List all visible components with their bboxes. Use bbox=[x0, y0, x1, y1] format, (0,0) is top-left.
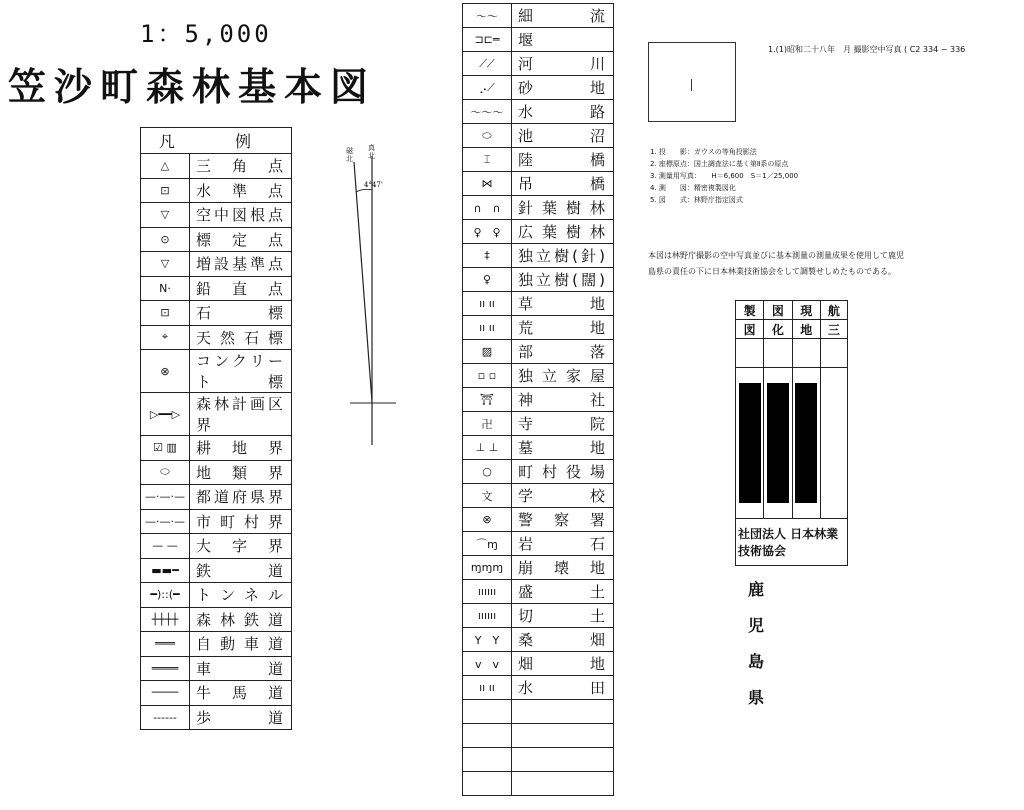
legend-row bbox=[141, 485, 292, 510]
legend-label: 独立樹(針) bbox=[512, 244, 614, 268]
legend-symbol-icon: ════ bbox=[141, 656, 190, 681]
legend-symbol-icon: ○ bbox=[463, 460, 512, 484]
redacted-stamp bbox=[792, 368, 820, 519]
legend-label: 森林鉄道 bbox=[190, 607, 292, 632]
legend-row bbox=[463, 148, 614, 172]
legend-label: 陸橋 bbox=[512, 148, 614, 172]
legend-symbol-icon: ıı ıı bbox=[463, 676, 512, 700]
legend-label: 大字界 bbox=[190, 534, 292, 559]
legend-row bbox=[463, 220, 614, 244]
redacted-stamp bbox=[736, 368, 764, 519]
legend-symbol-icon: — — bbox=[141, 534, 190, 559]
legend-label: 堰 bbox=[512, 28, 614, 52]
staff-header: 現 bbox=[792, 301, 820, 320]
legend-row bbox=[463, 436, 614, 460]
empty-row bbox=[463, 724, 614, 748]
legend-row bbox=[463, 460, 614, 484]
legend-symbol-icon: ⌒ɱ bbox=[463, 532, 512, 556]
legend-label: 標定点 bbox=[190, 227, 292, 252]
legend-label: 草地 bbox=[512, 292, 614, 316]
legend-row bbox=[463, 676, 614, 700]
legend-label: 岩石 bbox=[512, 532, 614, 556]
legend-label: 車道 bbox=[190, 656, 292, 681]
prefecture-name: 鹿児島県 bbox=[748, 580, 765, 707]
legend-row bbox=[141, 534, 292, 559]
legend-label: 天然石標 bbox=[190, 325, 292, 350]
legend-header: 凡 例 bbox=[141, 128, 292, 154]
legend-symbol-icon: Y Y bbox=[463, 628, 512, 652]
legend-symbol-icon: ɱɱɱ bbox=[463, 556, 512, 580]
legend-row bbox=[141, 583, 292, 608]
legend-label: 池沼 bbox=[512, 124, 614, 148]
staff-header: 製 bbox=[736, 301, 764, 320]
legend-symbol-icon: ıı ıı bbox=[463, 316, 512, 340]
declination-label: 4°47' bbox=[364, 181, 383, 189]
legend-label: コンクリート標 bbox=[190, 350, 292, 393]
legend-row bbox=[463, 628, 614, 652]
legend-label: 空中図根点 bbox=[190, 203, 292, 228]
legend-row bbox=[463, 412, 614, 436]
legend-symbol-icon: ⌖ bbox=[141, 325, 190, 350]
note: 1. 投 影：ガウスの等角投影法 bbox=[650, 148, 757, 156]
legend-label: 地類界 bbox=[190, 460, 292, 485]
legend-symbol-icon: ▬▬━ bbox=[141, 558, 190, 583]
legend-label: 畑地 bbox=[512, 652, 614, 676]
index-box bbox=[648, 42, 736, 122]
page-title: 笠沙町森林基本図 bbox=[8, 65, 377, 109]
legend-symbol-icon: ⡠⟋ bbox=[463, 76, 512, 100]
legend-row bbox=[141, 252, 292, 277]
legend-symbol-icon: 文 bbox=[463, 484, 512, 508]
legend-label: 水田 bbox=[512, 676, 614, 700]
staff-header: 図 bbox=[764, 301, 792, 320]
legend-row bbox=[463, 196, 614, 220]
legend-symbol-icon: 卍 bbox=[463, 412, 512, 436]
legend-row bbox=[141, 350, 292, 393]
legend-label: 神社 bbox=[512, 388, 614, 412]
note: 5. 図 式：林野庁指定図式 bbox=[650, 196, 743, 204]
legend-label: 墓地 bbox=[512, 436, 614, 460]
legend-symbol-icon: ♀ ♀ bbox=[463, 220, 512, 244]
legend-label: 独立樹(闊) bbox=[512, 268, 614, 292]
legend-symbol-icon: ⬭ bbox=[463, 124, 512, 148]
staff-header: 化 bbox=[764, 320, 792, 339]
legend-label: 桑畑 bbox=[512, 628, 614, 652]
legend-label: 歩道 bbox=[190, 705, 292, 730]
legend-symbol-icon: ～～～ bbox=[463, 100, 512, 124]
note: 3. 測量用写真： H＝6,600 S＝1／25,000 bbox=[650, 172, 799, 180]
legend-row bbox=[463, 52, 614, 76]
legend-row bbox=[141, 509, 292, 534]
legend-row bbox=[141, 436, 292, 461]
statement-line: 本図は林野庁撮影の空中写真並びに基本測量の測量成果を使用して鹿児 bbox=[648, 251, 904, 260]
legend-label: 針葉樹林 bbox=[512, 196, 614, 220]
north-arrow-diagram bbox=[330, 140, 420, 450]
legend-row bbox=[463, 484, 614, 508]
legend-label: 都道府県界 bbox=[190, 485, 292, 510]
legend-label: 部落 bbox=[512, 340, 614, 364]
legend-symbol-icon: —·—·— bbox=[141, 509, 190, 534]
legend-label: 吊橋 bbox=[512, 172, 614, 196]
legend-row bbox=[463, 100, 614, 124]
redacted-stamp bbox=[764, 368, 792, 519]
legend-symbol-icon: ⊙ bbox=[141, 227, 190, 252]
legend-symbol-icon: ⊡ bbox=[141, 178, 190, 203]
legend-row bbox=[141, 301, 292, 326]
legend-row bbox=[141, 656, 292, 681]
legend-row bbox=[463, 580, 614, 604]
legend-symbol-icon: ▨ bbox=[463, 340, 512, 364]
legend-label: 切土 bbox=[512, 604, 614, 628]
staff-header: 航 bbox=[820, 301, 847, 320]
legend-symbol-icon: ıı ıı bbox=[463, 292, 512, 316]
legend-row bbox=[141, 393, 292, 436]
legend-row bbox=[141, 227, 292, 252]
legend-row bbox=[463, 76, 614, 100]
staff-header: 図 bbox=[736, 320, 764, 339]
legend-row bbox=[463, 532, 614, 556]
legend-symbol-icon: ⛩ bbox=[463, 388, 512, 412]
legend-row bbox=[463, 28, 614, 52]
legend-symbol-icon: ‡ bbox=[463, 244, 512, 268]
staff-header: 三 bbox=[820, 320, 847, 339]
legend-symbol-icon: N· bbox=[141, 276, 190, 301]
legend-symbol-icon: —·—·— bbox=[141, 485, 190, 510]
legend-label: 荒地 bbox=[512, 316, 614, 340]
note: 4. 測 図：精密複製図化 bbox=[650, 184, 736, 192]
legend-label: 自動車道 bbox=[190, 632, 292, 657]
legend-symbol-icon: ☑ ▥ bbox=[141, 436, 190, 461]
legend-row bbox=[141, 632, 292, 657]
legend-row bbox=[141, 276, 292, 301]
legend-symbol-icon: ▫ ▫ bbox=[463, 364, 512, 388]
staff-table bbox=[735, 300, 848, 566]
legend-symbol-icon: ═══ bbox=[141, 632, 190, 657]
legend-label: 崩壊地 bbox=[512, 556, 614, 580]
empty-row bbox=[463, 748, 614, 772]
legend-row bbox=[463, 340, 614, 364]
note: 2. 座標原点：国土調査法に基く第Ⅱ系の原点 bbox=[650, 160, 789, 168]
true-north-label: 真北 bbox=[368, 144, 375, 160]
legend-symbol-icon: ▷━━▷ bbox=[141, 393, 190, 436]
legend-symbol-icon: ⟋⟋ bbox=[463, 52, 512, 76]
legend-symbol-icon: ∩ ∩ bbox=[463, 196, 512, 220]
legend-label: 森林計画区界 bbox=[190, 393, 292, 436]
map-scale: 1：5,000 bbox=[140, 20, 272, 48]
legend-row bbox=[463, 364, 614, 388]
legend-label: 水準点 bbox=[190, 178, 292, 203]
legend-symbol-icon: ▽ bbox=[141, 203, 190, 228]
legend-row bbox=[141, 178, 292, 203]
empty-row bbox=[463, 772, 614, 796]
declination-arc bbox=[356, 189, 372, 192]
legend-label: 広葉樹林 bbox=[512, 220, 614, 244]
organization: 社団法人 日本林業技術協会 bbox=[736, 519, 848, 566]
legend-symbol-icon: 〜〜 bbox=[463, 4, 512, 28]
legend-label: 独立家屋 bbox=[512, 364, 614, 388]
legend-symbol-icon: ♀ bbox=[463, 268, 512, 292]
legend-table-middle bbox=[462, 3, 614, 796]
legend-row bbox=[141, 558, 292, 583]
legend-symbol-icon: ------ bbox=[141, 705, 190, 730]
legend-row bbox=[463, 604, 614, 628]
legend-row bbox=[463, 388, 614, 412]
legend-row bbox=[141, 460, 292, 485]
legend-symbol-icon: ⊥ ⊥ bbox=[463, 436, 512, 460]
magnetic-north-line bbox=[354, 162, 372, 402]
legend-symbol-icon: ⊗ bbox=[141, 350, 190, 393]
legend-row bbox=[141, 203, 292, 228]
legend-row bbox=[141, 607, 292, 632]
legend-label: 増設基準点 bbox=[190, 252, 292, 277]
legend-row bbox=[463, 556, 614, 580]
legend-label: 三角点 bbox=[190, 154, 292, 179]
legend-label: 鉛直点 bbox=[190, 276, 292, 301]
legend-label: 河川 bbox=[512, 52, 614, 76]
legend-row bbox=[463, 268, 614, 292]
legend-label: 水路 bbox=[512, 100, 614, 124]
legend-label: 寺院 bbox=[512, 412, 614, 436]
legend-label: 警察署 bbox=[512, 508, 614, 532]
legend-row bbox=[141, 154, 292, 179]
legend-label: 学校 bbox=[512, 484, 614, 508]
legend-symbol-icon: ┼┼┼┼ bbox=[141, 607, 190, 632]
legend-label: 砂地 bbox=[512, 76, 614, 100]
legend-row bbox=[463, 652, 614, 676]
legend-symbol-icon: v v bbox=[463, 652, 512, 676]
aerial-photo-info: 1.(1)昭和二十八年 月 撮影空中写真 ( C2 334 − 336 bbox=[768, 45, 966, 54]
legend-label: 市町村界 bbox=[190, 509, 292, 534]
legend-symbol-icon: ⊗ bbox=[463, 508, 512, 532]
legend-symbol-icon: ⊐⊏═ bbox=[463, 28, 512, 52]
legend-symbol-icon: ⊡ bbox=[141, 301, 190, 326]
legend-table-left bbox=[140, 127, 292, 730]
legend-label: 盛土 bbox=[512, 580, 614, 604]
legend-row bbox=[141, 705, 292, 730]
legend-label: トンネル bbox=[190, 583, 292, 608]
statement-line: 島県の責任の下に日本林業技術協会をして調製せしめたものである。 bbox=[648, 267, 896, 276]
legend-symbol-icon: ──── bbox=[141, 681, 190, 706]
legend-label: 牛馬道 bbox=[190, 681, 292, 706]
empty-row bbox=[463, 700, 614, 724]
legend-symbol-icon: ━)::(━ bbox=[141, 583, 190, 608]
legend-row bbox=[463, 508, 614, 532]
legend-symbol-icon: ıııııı bbox=[463, 580, 512, 604]
legend-row bbox=[463, 316, 614, 340]
legend-label: 耕地界 bbox=[190, 436, 292, 461]
legend-row bbox=[463, 244, 614, 268]
staff-header: 地 bbox=[792, 320, 820, 339]
legend-label: 細流 bbox=[512, 4, 614, 28]
legend-symbol-icon: ıııııı bbox=[463, 604, 512, 628]
legend-row bbox=[141, 681, 292, 706]
legend-row bbox=[463, 4, 614, 28]
legend-row bbox=[463, 292, 614, 316]
legend-symbol-icon: ▽ bbox=[141, 252, 190, 277]
legend-symbol-icon: ⬭ bbox=[141, 460, 190, 485]
legend-label: 町村役場 bbox=[512, 460, 614, 484]
magnetic-north-label: 磁北 bbox=[346, 147, 353, 163]
legend-row bbox=[463, 172, 614, 196]
legend-row bbox=[141, 325, 292, 350]
legend-symbol-icon: △ bbox=[141, 154, 190, 179]
legend-symbol-icon: ⋈ bbox=[463, 172, 512, 196]
legend-label: 鉄道 bbox=[190, 558, 292, 583]
legend-symbol-icon: ⌶ bbox=[463, 148, 512, 172]
legend-row bbox=[463, 124, 614, 148]
legend-label: 石標 bbox=[190, 301, 292, 326]
